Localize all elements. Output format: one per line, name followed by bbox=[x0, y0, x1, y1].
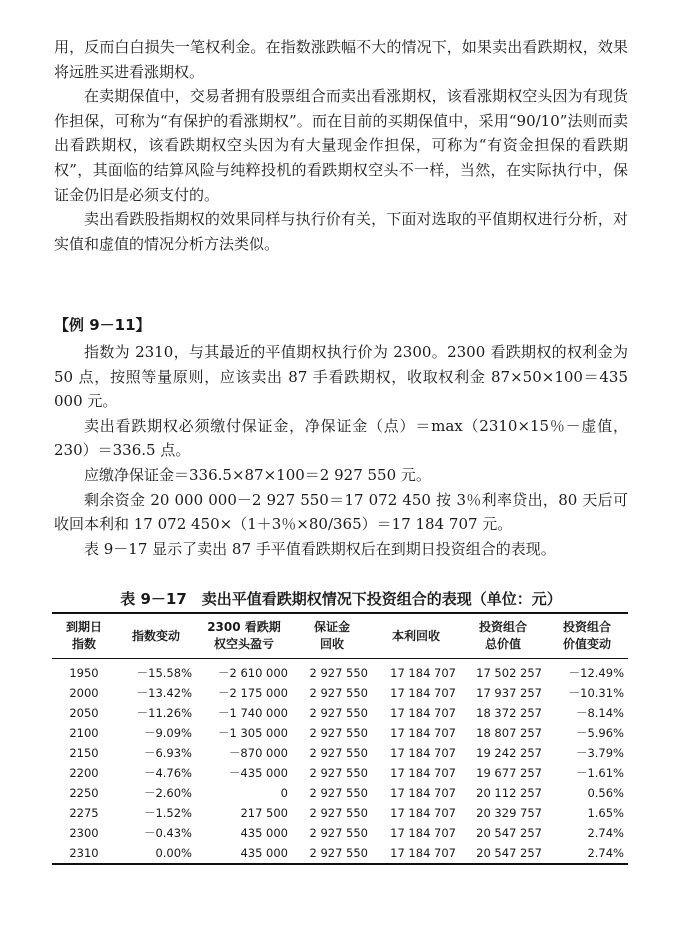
table-header-row bbox=[52, 613, 628, 659]
table-cell: －0.43% bbox=[143, 826, 192, 840]
paragraph-hedging: 在卖期保值中，交易者拥有股票组合而卖出看涨期权，该看涨期权空头因为有现货作担保，可称为“有保护的看涨期权”。而在目前的买期保值中，采用“90/10”法则而卖出看跌期权，该看跌期权空头因为有大量现金作担保，可称为“有资金担保的看跌期权”，其面临的结算风险与纯粹投机的看跌期权空头不一样，当然，在实际执行中，保证金仍旧是必须支付的。 bbox=[54, 87, 628, 204]
column-header: 投资组合 总价值 bbox=[478, 620, 527, 651]
table-cell: 17 184 707 bbox=[390, 846, 456, 860]
table-cell: －1.61% bbox=[575, 766, 624, 780]
table-cell: －5.96% bbox=[575, 726, 624, 740]
table-row bbox=[52, 659, 628, 684]
table-cell: －4.76% bbox=[143, 766, 192, 780]
column-header: 保证金 回收 bbox=[313, 620, 350, 651]
table-cell: 19 677 257 bbox=[476, 766, 542, 780]
table-cell: 2050 bbox=[69, 706, 99, 720]
example-paragraph: 表 9－17 显示了卖出 87 手平值看跌期权后在到期日投资组合的表现。 bbox=[84, 539, 556, 558]
table-title: 表 9－17 卖出平值看跌期权情况下投资组合的表现（单位：元） bbox=[120, 590, 562, 608]
column-header: 本利回收 bbox=[391, 628, 440, 643]
table-cell: 17 184 707 bbox=[390, 746, 456, 760]
table-cell: －870 000 bbox=[228, 746, 288, 760]
table-cell: 20 547 257 bbox=[476, 826, 542, 840]
column-header: 指数变动 bbox=[131, 628, 180, 643]
table-cell: －13.42% bbox=[136, 686, 192, 700]
table-cell: 2 927 550 bbox=[309, 726, 368, 740]
table-cell: －3.79% bbox=[575, 746, 624, 760]
table-cell: 17 184 707 bbox=[390, 826, 456, 840]
table-cell: －11.26% bbox=[136, 706, 192, 720]
table-cell: －2 610 000 bbox=[217, 666, 288, 680]
table-cell: －15.58% bbox=[136, 666, 192, 680]
column-header: 2300 看跌期 权空头盈亏 bbox=[207, 620, 281, 651]
example-paragraph: 指数为 2310，与其最近的平值期权执行价为 2300。2300 看跌期权的权利金为 50 点，按照等量原则，应该卖出 87 手看跌期权，收取权利金 87×50×100＝435 000 元。 bbox=[54, 343, 628, 411]
table-cell: －9.09% bbox=[143, 726, 192, 740]
table-cell: 20 329 757 bbox=[476, 806, 542, 820]
table-cell: 2.74% bbox=[587, 846, 624, 860]
table-row bbox=[52, 843, 628, 864]
table-cell: 17 184 707 bbox=[390, 766, 456, 780]
body-text bbox=[54, 35, 628, 256]
table-cell: 19 242 257 bbox=[476, 746, 542, 760]
table-cell: －2 175 000 bbox=[217, 686, 288, 700]
paragraph-continuation: 用，反而白白损失一笔权利金。在指数涨跌幅不大的情况下，如果卖出看跌期权，效果将远胜买进看涨期权。 bbox=[54, 38, 628, 81]
table-cell: 2250 bbox=[69, 786, 99, 800]
table-cell: 2 927 550 bbox=[309, 846, 368, 860]
table-row bbox=[52, 703, 628, 723]
example-body bbox=[54, 340, 628, 561]
table-cell: 435 000 bbox=[240, 846, 288, 860]
table-cell: 17 184 707 bbox=[390, 806, 456, 820]
table-cell: 0.56% bbox=[587, 786, 624, 800]
table-cell: 2300 bbox=[69, 826, 99, 840]
example-label: 【例 9－11】 bbox=[54, 316, 151, 334]
table-row bbox=[52, 683, 628, 703]
table-cell: －1.52% bbox=[143, 806, 192, 820]
table-cell: －1 305 000 bbox=[217, 726, 288, 740]
table-cell: 2 927 550 bbox=[309, 786, 368, 800]
table-cell: －2.60% bbox=[143, 786, 192, 800]
table-cell: 2275 bbox=[69, 806, 99, 820]
table-cell: 2200 bbox=[69, 766, 99, 780]
table-cell: 17 937 257 bbox=[476, 686, 542, 700]
table-cell: 17 184 707 bbox=[390, 786, 456, 800]
example-paragraph: 剩余资金 20 000 000－2 927 550＝17 072 450 按 3％利率贷出，80 天后可收回本利和 17 072 450×（1＋3％×80/365）＝17 184 707 元。 bbox=[54, 490, 628, 534]
table-cell: －6.93% bbox=[143, 746, 192, 760]
table-cell: 217 500 bbox=[240, 806, 288, 820]
table-cell: 2150 bbox=[69, 746, 99, 760]
table-cell: 2.74% bbox=[587, 826, 624, 840]
example-paragraph: 应缴净保证金＝336.5×87×100＝2 927 550 元。 bbox=[84, 465, 431, 484]
table-row bbox=[52, 823, 628, 843]
table-cell: 18 372 257 bbox=[476, 706, 542, 720]
table-row bbox=[52, 743, 628, 763]
table-row bbox=[52, 723, 628, 743]
table-cell: －435 000 bbox=[228, 766, 288, 780]
table-cell: 2 927 550 bbox=[309, 806, 368, 820]
table-cell: 2 927 550 bbox=[309, 766, 368, 780]
table-cell: 2310 bbox=[69, 846, 99, 860]
column-header: 到期日 指数 bbox=[65, 620, 102, 651]
table-row bbox=[52, 783, 628, 803]
table-cell: 2 927 550 bbox=[309, 746, 368, 760]
table-cell: 2 927 550 bbox=[309, 686, 368, 700]
table-cell: 2 927 550 bbox=[309, 706, 368, 720]
table-cell: 0.00% bbox=[155, 846, 192, 860]
table-cell: 435 000 bbox=[240, 826, 288, 840]
table-cell: －8.14% bbox=[575, 706, 624, 720]
table-cell: 17 184 707 bbox=[390, 666, 456, 680]
table-cell: 2 927 550 bbox=[309, 826, 368, 840]
table-cell: 17 184 707 bbox=[390, 726, 456, 740]
table-body bbox=[52, 659, 628, 865]
table-cell: 17 502 257 bbox=[476, 666, 542, 680]
table-cell: －12.49% bbox=[568, 666, 624, 680]
table-cell: 20 112 257 bbox=[476, 786, 542, 800]
table-cell: 2000 bbox=[69, 686, 99, 700]
table-cell: －10.31% bbox=[568, 686, 624, 700]
table-cell: 17 184 707 bbox=[390, 686, 456, 700]
table-row bbox=[52, 763, 628, 783]
portfolio-table bbox=[52, 612, 628, 865]
table-cell: 0 bbox=[280, 786, 288, 800]
table-cell: 20 547 257 bbox=[476, 846, 542, 860]
table-row bbox=[52, 803, 628, 823]
paragraph-put-analysis: 卖出看跌股指期权的效果同样与执行价有关，下面对选取的平值期权进行分析，对实值和虚值的情况分析方法类似。 bbox=[54, 210, 628, 253]
table-cell: 2 927 550 bbox=[309, 666, 368, 680]
table-cell: 18 807 257 bbox=[476, 726, 542, 740]
table-cell: 17 184 707 bbox=[390, 706, 456, 720]
column-header: 投资组合 价值变动 bbox=[562, 620, 611, 651]
table-cell: 2100 bbox=[69, 726, 99, 740]
example-paragraph: 卖出看跌期权必须缴付保证金，净保证金（点）＝max（2310×15％－虚值，230）＝336.5 点。 bbox=[54, 416, 628, 460]
table-cell: 1.65% bbox=[587, 806, 624, 820]
table-cell: －1 740 000 bbox=[217, 706, 288, 720]
table-cell: 1950 bbox=[69, 666, 99, 680]
